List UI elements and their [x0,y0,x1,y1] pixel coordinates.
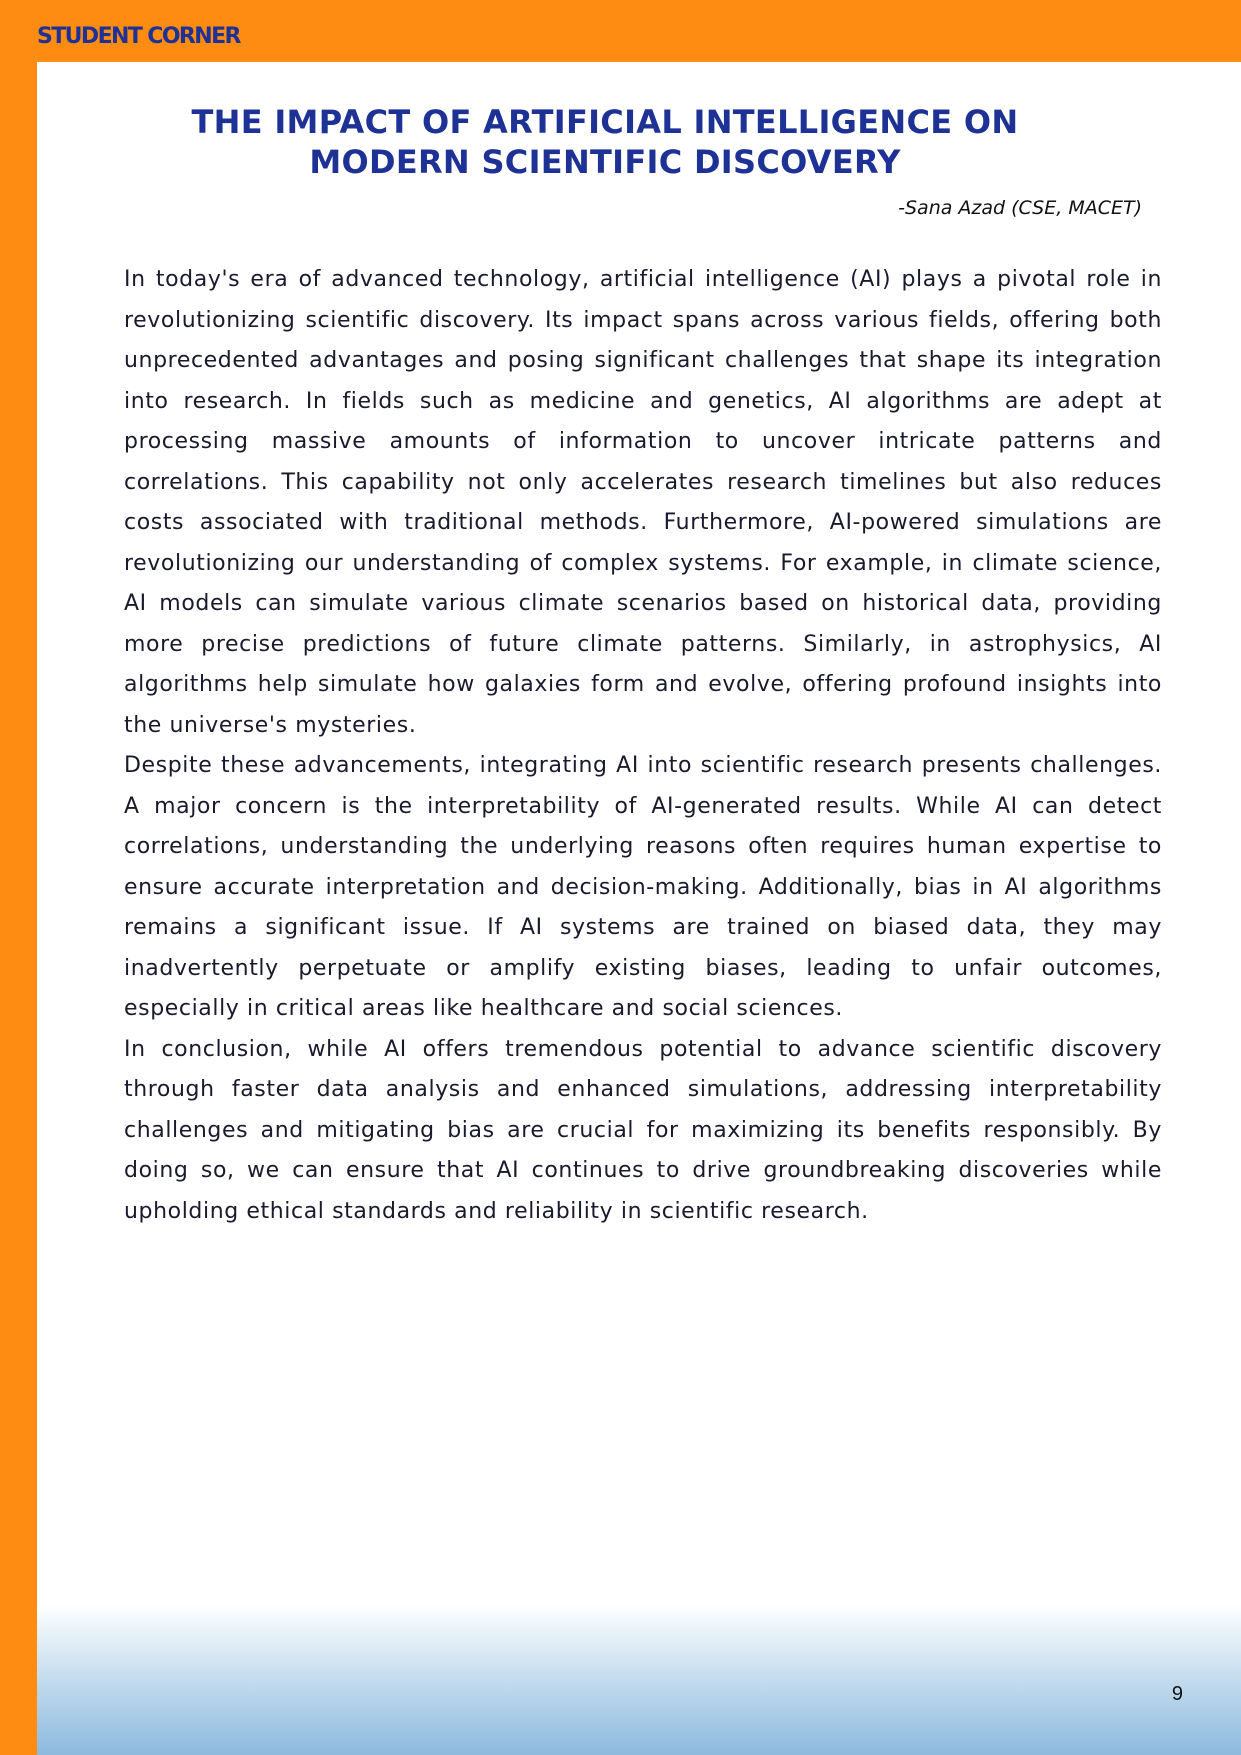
section-label: STUDENT CORNER [37,24,240,49]
page-number: 9 [1171,1683,1183,1705]
article-body [124,260,1162,1232]
paragraph: In today's era of advanced technology, artificial intelligence (AI) plays a pivotal role in revolutionizing scientific discovery. Its impact spans across various fields, offering both unprecedented advantages and posing significant challenges that shape its integration into research. In fields such as medicine and genetics, AI algorithms are adept at processing massive amounts of information to uncover intricate patterns and correlations. This capability not only accelerates research timelines but also reduces costs associated with traditional methods. Furthermore, AI-powered simulations are revolutionizing our understanding of complex systems. For example, in climate science, AI models can simulate various climate scenarios based on historical data, providing more precise predictions of future climate patterns. Similarly, in astrophysics, AI algorithms help simulate how galaxies form and evolve, offering profound insights into the universe's mysteries. [124,267,1162,738]
article-title: THE IMPACT OF ARTIFICIAL INTELLIGENCE ON MODERN SCIENTIFIC DISCOVERY [191,103,1019,181]
footer-gradient [37,1605,1241,1755]
paragraph: Despite these advancements, integrating AI into scientific research presents challenges. A major concern is the interpretability of AI-generated results. While AI can detect correlations, understanding the underlying reasons often requires human expertise to ensure accurate interpretation and decision-making. Additionally, bias in AI algorithms remains a significant issue. If AI systems are trained on biased data, they may inadvertently perpetuate or amplify existing biases, leading to unfair outcomes, especially in critical areas like healthcare and social sciences. [124,753,1162,1021]
paragraph: In conclusion, while AI offers tremendous potential to advance scientific discovery through faster data analysis and enhanced simulations, addressing interpretability challenges and mitigating bias are crucial for maximizing its benefits responsibly. By doing so, we can ensure that AI continues to drive groundbreaking discoveries while upholding ethical standards and reliability in scientific research. [124,1036,1162,1224]
side-bar [0,0,37,1755]
article-byline: -Sana Azad (CSE, MACET) [898,197,1142,219]
